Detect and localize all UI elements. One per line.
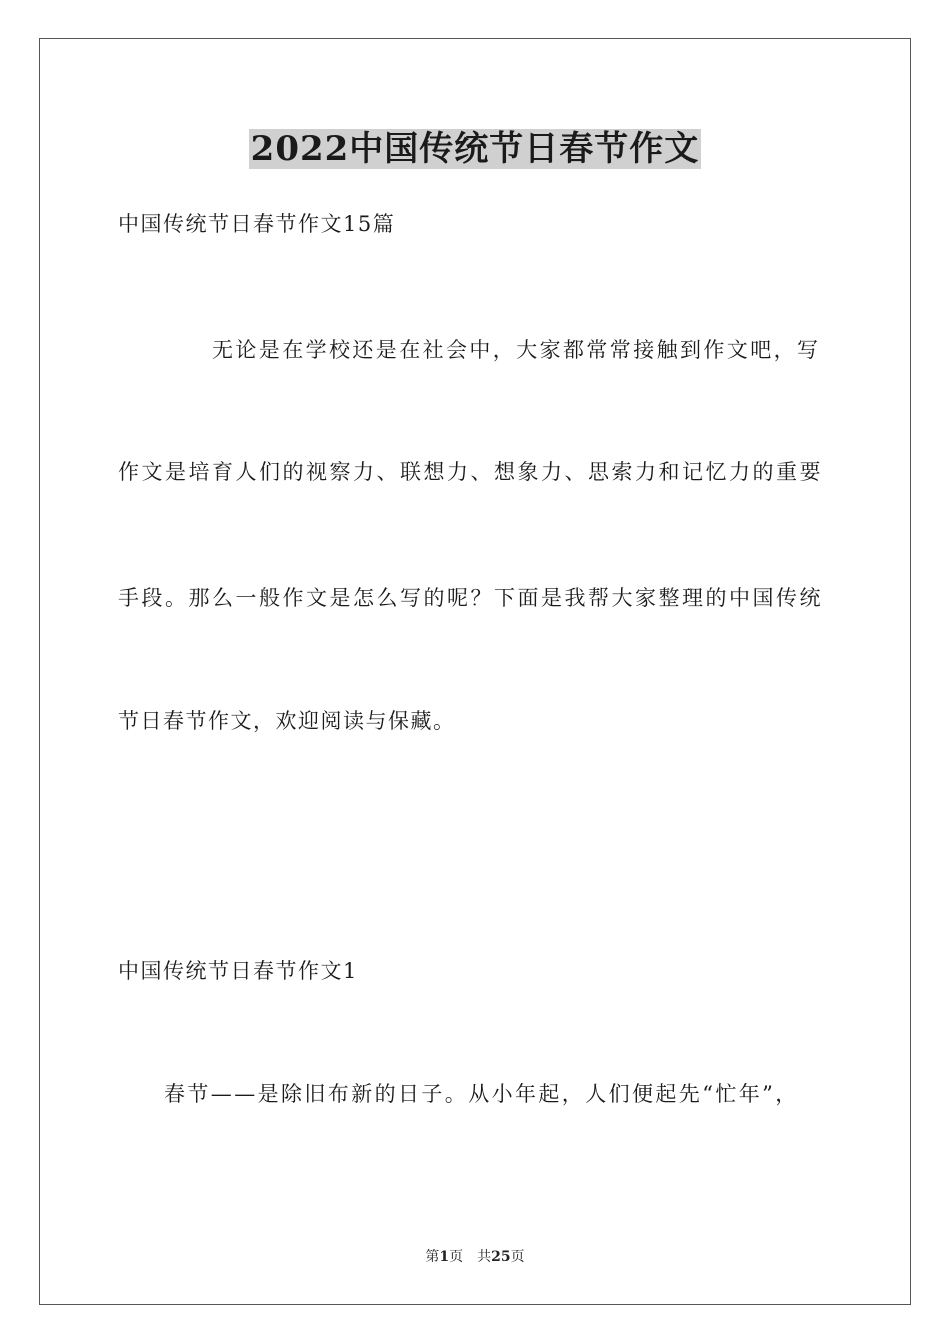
footer-page-suffix: 页	[449, 1249, 464, 1265]
intro-paragraph-line-3: 手段。那么一般作文是怎么写的呢？下面是我帮大家整理的中国传统	[118, 586, 823, 610]
footer-total-pages: 25	[491, 1249, 511, 1265]
document-title	[0, 126, 950, 172]
intro-paragraph-line-4: 节日春节作文，欢迎阅读与保藏。	[118, 709, 456, 733]
document-subtitle: 中国传统节日春节作文15篇	[118, 212, 396, 236]
footer-page-number: 1	[439, 1249, 450, 1265]
intro-paragraph-line-1: 无论是在学校还是在社会中，大家都常常接触到作文吧，写	[212, 338, 821, 362]
footer-page-prefix: 第	[425, 1249, 440, 1265]
section-heading: 中国传统节日春节作文1	[118, 959, 358, 983]
footer-total-suffix: 页	[510, 1249, 525, 1265]
document-title-text: 2022中国传统节日春节作文	[250, 129, 700, 169]
intro-paragraph-line-2: 作文是培育人们的视察力、联想力、想象力、思索力和记忆力的重要	[118, 460, 823, 484]
section-paragraph-line-1: 春节——是除旧布新的日子。从小年起，人们便起先“忙年”，	[164, 1082, 799, 1106]
page-footer	[0, 1247, 950, 1267]
footer-total-prefix: 共	[477, 1249, 492, 1265]
